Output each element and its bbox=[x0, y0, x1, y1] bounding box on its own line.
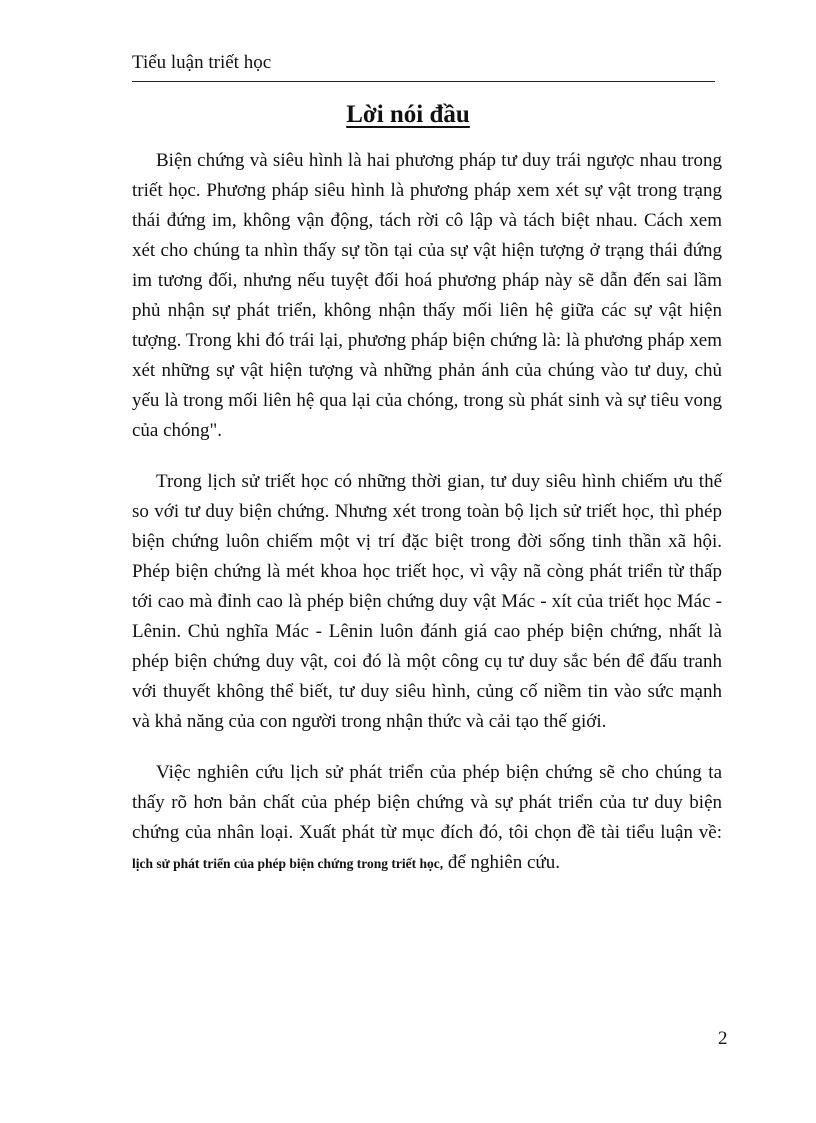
paragraph-2: Trong lịch sử triết học có những thời gian, tư duy siêu hình chiếm ưu thế so với tư duy biện chứng. Nhưng xét trong toàn bộ lịch sử triết học, thì phép biện chứng luôn chiếm một vị trí đặc biệt trong đời sống tinh thần xã hội. Phép biện chứng là mét khoa học triết học, vì vậy nã còng phát triển từ thấp tới cao mà đỉnh cao là phép biện chứng duy vật Mác - xít của triết học Mác - Lênin. Chủ nghĩa Mác - Lênin luôn đánh giá cao phép biện chứng, nhất là phép biện chứng duy vật, coi đó là một công cụ tư duy sắc bén để đấu tranh với thuyết không thể biết, tư duy siêu hình, củng cố niềm tin vào sức mạnh và khả năng của con người trong nhận thức và cải tạo thế giới. bbox=[132, 471, 722, 732]
running-header: Tiểu luận triết học bbox=[132, 52, 272, 73]
topic-phrase: lịch sử phát triển của phép biện chứng trong triết học, bbox=[132, 856, 444, 871]
page-number: 2 bbox=[718, 1028, 728, 1049]
page-title-text: Lời nói đầu bbox=[346, 101, 470, 128]
paragraph-1: Biện chứng và siêu hình là hai phương pháp tư duy trái ngược nhau trong triết học. Phương pháp siêu hình là phương pháp xem xét sự vật trong trạng thái đứng im, không vận động, tách rời cô lập và tách biệt nhau. Cách xem xét cho chúng ta nhìn thấy sự tồn tại của sự vật hiện tượng ở trạng thái đứng im tương đối, nhưng nếu tuyệt đối hoá phương pháp này sẽ dẫn đến sai lầm phủ nhận sự phát triển, không nhận thấy mối liên hệ giữa các sự vật hiện tượng. Trong khi đó trái lại, phương pháp biện chứng là: là phương pháp xem xét những sự vật hiện tượng và những phản ánh của chúng vào tư duy, chủ yếu là trong mối liên hệ qua lại của chóng, trong sù phát sinh và sự tiêu vong của chóng". bbox=[132, 150, 722, 441]
paragraph-3 bbox=[132, 758, 722, 879]
header-divider bbox=[132, 81, 715, 82]
page-title bbox=[0, 101, 816, 129]
paragraph-3-ending: để nghiên cứu. bbox=[443, 852, 560, 873]
paragraph-3-text: Việc nghiên cứu lịch sử phát triển của phép biện chứng sẽ cho chúng ta thấy rõ hơn bản chất của phép biện chứng và sự phát triển của tư duy biện chứng của nhân loại. Xuất phát từ mục đích đó, tôi chọn đề tài tiểu luận về: bbox=[132, 762, 722, 843]
body-text bbox=[132, 146, 722, 900]
